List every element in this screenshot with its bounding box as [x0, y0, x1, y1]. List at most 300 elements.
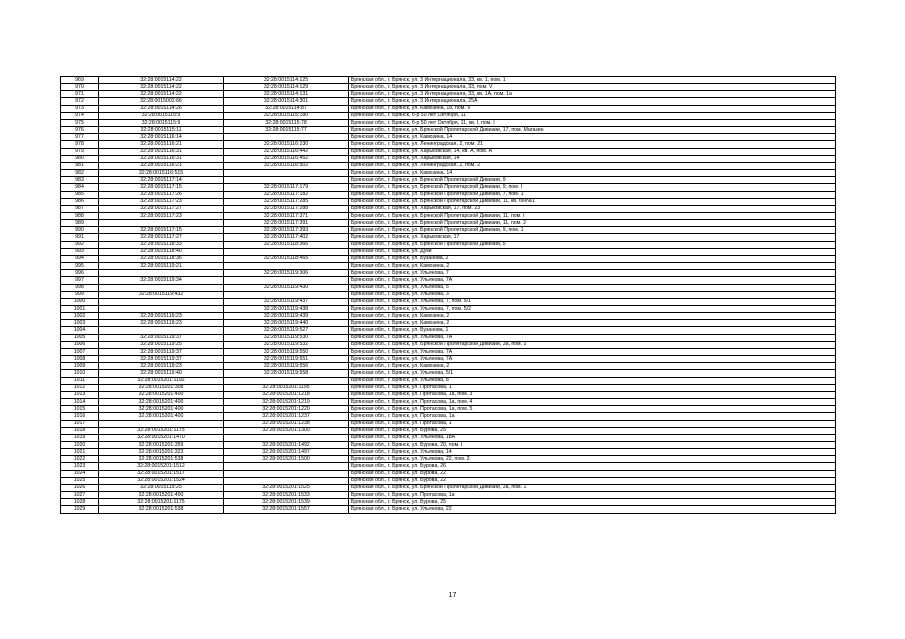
table-row — [61, 506, 836, 513]
table-row — [61, 277, 836, 284]
object-number: 32:28:0015119:430 — [224, 284, 349, 291]
table-row — [61, 241, 836, 248]
row-number: 972 — [61, 98, 99, 105]
row-number: 981 — [61, 162, 99, 169]
land-parcel-number: 32:28:0015119:432 — [99, 291, 224, 298]
address-cell: Брянская обл., г. Брянск, ул. Бурова, 20, пом. I — [349, 441, 836, 448]
land-parcel-number: 32:28:0015119:21 — [99, 263, 224, 270]
address-cell: Брянская обл., г. Брянск, ул. Протасова, 1а, пом. 3 — [349, 391, 836, 398]
row-number: 985 — [61, 191, 99, 198]
land-parcel-number: 32:28:0015201:1524 — [99, 477, 224, 484]
object-number: 32:28:0015119:558 — [224, 370, 349, 377]
land-parcel-number: 32:28:0015201:538 — [99, 456, 224, 463]
row-number: 996 — [61, 270, 99, 277]
row-number: 1005 — [61, 334, 99, 341]
table-row — [61, 406, 836, 413]
table-row — [61, 162, 836, 169]
address-cell: Брянская обл., г. Брянск, ул. Камозина, 2 — [349, 320, 836, 327]
address-cell: Брянская обл., г. Брянск, б-р 50 лет Октября, 11, кв. I, пом. I — [349, 119, 836, 126]
address-cell: Брянская обл., г. Брянск, ул. Ульянова, 22, пом. 3 — [349, 456, 836, 463]
land-parcel-number: 32:28:0015116:21 — [99, 141, 224, 148]
object-number: 32:28:0015119:551 — [224, 356, 349, 363]
object-number: 32:28:0015201:1195 — [224, 384, 349, 391]
page-number: 17 — [448, 592, 457, 599]
table-row — [61, 91, 836, 98]
land-parcel-number: 32:28:0015201:1175 — [99, 499, 224, 506]
row-number: 1008 — [61, 356, 99, 363]
row-number: 990 — [61, 227, 99, 234]
object-number: 32:28:0015116:502 — [224, 162, 349, 169]
object-number: 32:28:0015114:125 — [224, 77, 349, 84]
address-cell: Брянская обл., г. Брянск, ул. 3 Интернационала, 33, кв. 1А, пом. 1а — [349, 91, 836, 98]
object-number: 32:28:0015117:391 — [224, 220, 349, 227]
row-number: 1000 — [61, 298, 99, 305]
object-number — [224, 291, 349, 298]
table-row — [61, 170, 836, 177]
address-cell: Брянская обл., г. Брянск, ул. Камозина, 2 — [349, 263, 836, 270]
address-cell: Брянская обл., г. Брянск, ул. Ульянова, 18А — [349, 434, 836, 441]
address-cell: Брянская обл., г. Брянск, ул. Ульянова, 7 — [349, 270, 836, 277]
address-cell: Брянская обл., г. Брянск, ул. Ленинградская, 2, пом. 21 — [349, 141, 836, 148]
land-parcel-number: 32:28:0015002:66 — [99, 98, 224, 105]
land-parcel-number: 32:28:0015201:323 — [99, 449, 224, 456]
land-parcel-number: 32:28:0015114:26 — [99, 105, 224, 112]
table-row — [61, 427, 836, 434]
object-number: 32:28:0015116:230 — [224, 141, 349, 148]
row-number: 969 — [61, 77, 99, 84]
land-parcel-number: 32:28:0015116:31 — [99, 148, 224, 155]
table-row — [61, 456, 836, 463]
address-cell: Брянская обл., г. Брянск, ул. Ульянова, 14 — [349, 449, 836, 456]
address-cell: Брянская обл., г. Брянск, ул. Брянской Пролетарской Дивизии, 7, пом. 1 — [349, 191, 836, 198]
land-parcel-number: 32:28:0015116:31 — [99, 155, 224, 162]
land-parcel-number: 32:28:0015117:26 — [99, 191, 224, 198]
object-number: 32:28:0015119:437 — [224, 298, 349, 305]
object-number: 32:28:0015201:1492 — [224, 441, 349, 448]
table-row — [61, 320, 836, 327]
row-number: 975 — [61, 119, 99, 126]
row-number: 1009 — [61, 363, 99, 370]
row-number: 987 — [61, 205, 99, 212]
address-cell: Брянская обл., г. Брянск, ул. Дуки — [349, 248, 836, 255]
row-number: 973 — [61, 105, 99, 112]
table-row — [61, 327, 836, 334]
address-cell: Брянская обл., г. Брянск, ул. Ульянова, 3 — [349, 291, 836, 298]
row-number: 977 — [61, 134, 99, 141]
land-parcel-number: 32:28:0015118:40 — [99, 248, 224, 255]
object-number: 32:28:0015201:1220 — [224, 406, 349, 413]
row-number: 971 — [61, 91, 99, 98]
table-row — [61, 377, 836, 384]
table-row — [61, 205, 836, 212]
land-parcel-number: 32:28:0015119:25 — [99, 484, 224, 491]
land-parcel-number: 32:28:0015201:1470 — [99, 434, 224, 441]
object-number — [224, 477, 349, 484]
table-row — [61, 198, 836, 205]
table-row — [61, 413, 836, 420]
row-number: 1015 — [61, 406, 99, 413]
object-number: 32:28:0015201:1525 — [224, 484, 349, 491]
land-parcel-number: 32:28:0015201:1175 — [99, 427, 224, 434]
table-row — [61, 155, 836, 162]
address-cell: Брянская обл., г. Брянск, ул. Протасова, 1а — [349, 413, 836, 420]
table-row — [61, 220, 836, 227]
land-parcel-number: 32:28:0015116:14 — [99, 134, 224, 141]
table-row — [61, 227, 836, 234]
address-cell: Брянская обл., г. Брянск, ул. Бурова, 25 — [349, 427, 836, 434]
table-row — [61, 348, 836, 355]
row-number: 986 — [61, 198, 99, 205]
row-number: 1001 — [61, 306, 99, 313]
row-number: 1023 — [61, 463, 99, 470]
table-row — [61, 263, 836, 270]
table-row — [61, 141, 836, 148]
object-number: 32:28:0015117:288 — [224, 205, 349, 212]
address-cell: Брянская обл., г. Брянск, ул. Ульянова, 7А — [349, 348, 836, 355]
object-number: 32:28:0015119:440 — [224, 320, 349, 327]
object-number: 32:28:0015117:371 — [224, 212, 349, 219]
land-parcel-number: 32:28:0015201:400 — [99, 399, 224, 406]
table-row — [61, 184, 836, 191]
object-number: 32:28:0015118:465 — [224, 255, 349, 262]
land-parcel-number: 32:28:0015117:27 — [99, 234, 224, 241]
table-row — [61, 484, 836, 491]
table-row — [61, 212, 836, 219]
row-number: 1004 — [61, 327, 99, 334]
address-cell: Брянская обл., г. Брянск, ул. Брянской Пролетарской Дивизии, 17, пом. Магазин — [349, 127, 836, 134]
address-cell: Брянская обл., г. Брянск, ул. Бузанова, 2 — [349, 255, 836, 262]
address-cell: Брянская обл., г. Брянск, ул. Ульянова, 22 — [349, 506, 836, 513]
table-row — [61, 492, 836, 499]
row-number: 983 — [61, 177, 99, 184]
land-parcel-number — [99, 420, 224, 427]
land-parcel-number: 32:28:0015116:21 — [99, 162, 224, 169]
row-number: 984 — [61, 184, 99, 191]
object-number: 32:28:0015119:306 — [224, 270, 349, 277]
land-parcel-number: 32:28:0015115:9 — [99, 112, 224, 119]
table-row — [61, 148, 836, 155]
row-number: 1024 — [61, 470, 99, 477]
land-parcel-number: 32:28:0015117:23 — [99, 212, 224, 219]
table-row — [61, 112, 836, 119]
object-number: 32:28:0015201:1218 — [224, 391, 349, 398]
object-number: 32:28:0015119:527 — [224, 327, 349, 334]
address-cell: Брянская обл., г. Брянск, ул. Протасова, 1 — [349, 384, 836, 391]
table-row — [61, 420, 836, 427]
address-cell: Брянская обл., г. Брянск, ул. Бузанова, 1 — [349, 327, 836, 334]
address-cell: Брянская обл., г. Брянск, ул. Ульянова, 7А — [349, 356, 836, 363]
table-row — [61, 449, 836, 456]
address-cell: Брянская обл., г. Брянск, ул. Ульянова, 7А — [349, 277, 836, 284]
address-cell: Брянская обл., г. Брянск, ул. Брянской Пролетарской Дивизии, 9 — [349, 177, 836, 184]
object-number: 32:28:0015201:1497 — [224, 449, 349, 456]
table-row — [61, 84, 836, 91]
land-parcel-number: 32:28:0015118:33 — [99, 241, 224, 248]
land-parcel-number: 32:28:0015115:11 — [99, 127, 224, 134]
address-cell: Брянская обл., г. Брянск, ул. Харьковская, 17 — [349, 234, 836, 241]
row-number: 1012 — [61, 384, 99, 391]
land-parcel-number: 32:28:0015117:27 — [99, 205, 224, 212]
land-parcel-number: 32:28:0015117:14 — [99, 177, 224, 184]
row-number: 1028 — [61, 499, 99, 506]
object-number: 32:28:0015201:1238 — [224, 420, 349, 427]
row-number: 982 — [61, 170, 99, 177]
row-number: 1027 — [61, 492, 99, 499]
land-parcel-number: 32:28:0015201:400 — [99, 406, 224, 413]
row-number: 1026 — [61, 484, 99, 491]
row-number: 997 — [61, 277, 99, 284]
row-number: 995 — [61, 263, 99, 270]
land-parcel-number: 32:28:0015118:36 — [99, 255, 224, 262]
table-row — [61, 399, 836, 406]
land-parcel-number: 32:28:0015201:1192 — [99, 377, 224, 384]
object-number: 32:28:0015201:1557 — [224, 506, 349, 513]
address-cell: Брянская обл., г. Брянск, ул. Ульянова, 7, пом. 5/2 — [349, 306, 836, 313]
object-number: 32:28:0015114:87 — [224, 105, 349, 112]
table-row — [61, 284, 836, 291]
table-row — [61, 499, 836, 506]
object-number — [224, 263, 349, 270]
object-number: 32:28:0015119:556 — [224, 363, 349, 370]
address-cell: Брянская обл., г. Брянск, ул. Брянской Пролетарской Дивизии, 11, кв. б/н№1 — [349, 198, 836, 205]
object-number: 32:28:0015115:180 — [224, 112, 349, 119]
cadastral-table — [60, 76, 836, 514]
table-row — [61, 463, 836, 470]
object-number: 32:28:0015114:131 — [224, 91, 349, 98]
object-number: 32:28:0015114:301 — [224, 98, 349, 105]
address-cell: Брянская обл., г. Брянск, ул. Ульянова, 5/1 — [349, 370, 836, 377]
land-parcel-number: 32:28:0015119:23 — [99, 363, 224, 370]
address-cell: Брянская обл., г. Брянск, ул. 3 Интернационала, 33, кв. 1, пом. 1 — [349, 77, 836, 84]
row-number: 999 — [61, 291, 99, 298]
object-number: 32:28:0015114:129 — [224, 84, 349, 91]
row-number: 1013 — [61, 391, 99, 398]
object-number — [224, 377, 349, 384]
address-cell: Брянская обл., г. Брянск, ул. 3 Интернационала, 33, пом. V — [349, 84, 836, 91]
address-cell: Брянская обл., г. Брянск, ул. Брянской Пролетарской Дивизии, 3а, пом. 1 — [349, 484, 836, 491]
row-number: 1016 — [61, 413, 99, 420]
address-cell: Брянская обл., г. Брянск, ул. Харьковская, 14 — [349, 155, 836, 162]
land-parcel-number: 32:28:0015115:9 — [99, 119, 224, 126]
object-number: 32:28:0015201:1500 — [224, 456, 349, 463]
row-number: 1025 — [61, 477, 99, 484]
address-cell: Брянская обл., г. Брянск, ул. Протасова, 1а, пом. 4 — [349, 399, 836, 406]
object-number: 32:28:0015116:452 — [224, 155, 349, 162]
object-number — [224, 134, 349, 141]
land-parcel-number: 32:28:0015201:400 — [99, 492, 224, 499]
table-row — [61, 363, 836, 370]
object-number: 32:28:0015117:179 — [224, 184, 349, 191]
table-row — [61, 105, 836, 112]
land-parcel-number — [99, 220, 224, 227]
land-parcel-number — [99, 270, 224, 277]
address-cell: Брянская обл., г. Брянск, ул. Брянской Пролетарской Дивизии, 11, пом. I — [349, 212, 836, 219]
row-number: 988 — [61, 212, 99, 219]
table-row — [61, 313, 836, 320]
row-number: 992 — [61, 241, 99, 248]
table-row — [61, 434, 836, 441]
land-parcel-number: 32:28:0015119:37 — [99, 348, 224, 355]
land-parcel-number: 32:28:0015119:23 — [99, 313, 224, 320]
land-parcel-number — [99, 327, 224, 334]
land-parcel-number: 32:28:0015201:1517 — [99, 470, 224, 477]
table-row — [61, 255, 836, 262]
land-parcel-number: 32:28:0015117:15 — [99, 184, 224, 191]
address-cell: Брянская обл., г. Брянск, ул. Брянской Пролетарской Дивизии, 3а, пом. 2 — [349, 341, 836, 348]
land-parcel-number: 32:28:0015114:22 — [99, 77, 224, 84]
row-number: 1022 — [61, 456, 99, 463]
address-cell: Брянская обл., г. Брянск, ул. Брянской Пролетарской Дивизии, 11, пом. 2 — [349, 220, 836, 227]
object-number: 32:28:0015118:366 — [224, 241, 349, 248]
table-row — [61, 391, 836, 398]
row-number: 976 — [61, 127, 99, 134]
address-cell: Брянская обл., г. Брянск, ул. Камозина, 18, пом. V — [349, 105, 836, 112]
land-parcel-number — [99, 298, 224, 305]
object-number: 32:28:0015201:1533 — [224, 492, 349, 499]
address-cell: Брянская обл., г. Брянск, ул. Камозина, 2 — [349, 363, 836, 370]
address-cell: Брянская обл., г. Брянск, ул. Харьковская, 14, кв. А, пом. А — [349, 148, 836, 155]
land-parcel-number: 32:28:0015119:40 — [99, 370, 224, 377]
object-number — [224, 463, 349, 470]
table-body — [61, 77, 836, 514]
object-number: 32:28:0015117:182 — [224, 191, 349, 198]
address-cell: Брянская обл., г. Брянск, ул. Харьковская, 17, пом. 23 — [349, 205, 836, 212]
table-row — [61, 341, 836, 348]
address-cell: Брянская обл., г. Брянск, ул. Бурова, 22 — [349, 477, 836, 484]
object-number — [224, 470, 349, 477]
address-cell: Брянская обл., г. Брянск, ул. Бурова, 22 — [349, 470, 836, 477]
row-number: 998 — [61, 284, 99, 291]
address-cell: Брянская обл., г. Брянск, ул. Протасова, 1а — [349, 492, 836, 499]
table-row — [61, 127, 836, 134]
row-number: 1029 — [61, 506, 99, 513]
land-parcel-number: 32:28:0015201:400 — [99, 391, 224, 398]
row-number: 1002 — [61, 313, 99, 320]
table-row — [61, 119, 836, 126]
row-number: 979 — [61, 148, 99, 155]
object-number — [224, 277, 349, 284]
address-cell: Брянская обл., г. Брянск, ул. Ульянова, 7, пом. 5/1 — [349, 298, 836, 305]
land-parcel-number: 32:28:0015201:400 — [99, 413, 224, 420]
row-number: 1007 — [61, 348, 99, 355]
row-number: 994 — [61, 255, 99, 262]
object-number — [224, 170, 349, 177]
table-row — [61, 298, 836, 305]
table-row — [61, 177, 836, 184]
address-cell: Брянская обл., г. Брянск, б-р 50 лет Октября, 11 — [349, 112, 836, 119]
address-cell: Брянская обл., г. Брянск, ул. 3 Интернационала, 25А — [349, 98, 836, 105]
object-number: 32:28:0015115:78 — [224, 119, 349, 126]
address-cell: Брянская обл., г. Брянск, ул. Камозина, 2 — [349, 313, 836, 320]
row-number: 1019 — [61, 434, 99, 441]
object-number: 32:28:0015117:402 — [224, 234, 349, 241]
row-number: 980 — [61, 155, 99, 162]
land-parcel-number: 32:28:0015114:22 — [99, 91, 224, 98]
table-row — [61, 370, 836, 377]
table-row — [61, 234, 836, 241]
land-parcel-number: 32:28:0015119:34 — [99, 277, 224, 284]
land-parcel-number: 32:28:0015119:37 — [99, 334, 224, 341]
object-number: 32:28:0015117:393 — [224, 227, 349, 234]
object-number — [224, 177, 349, 184]
table-row — [61, 77, 836, 84]
object-number: 32:28:0015119:530 — [224, 334, 349, 341]
address-cell: Брянская обл., г. Брянск, ул. Брянской Пролетарской Дивизии, 9, пом. I — [349, 184, 836, 191]
address-cell: Брянская обл., г. Брянск, ул. Протасова, 1 — [349, 420, 836, 427]
table-row — [61, 270, 836, 277]
row-number: 1014 — [61, 399, 99, 406]
object-number: 32:28:0015201:1237 — [224, 413, 349, 420]
address-cell: Брянская обл., г. Брянск, ул. Ленинградская, 2, пом. 2 — [349, 162, 836, 169]
land-parcel-number — [99, 306, 224, 313]
land-parcel-number: 32:28:0015116:515 — [99, 170, 224, 177]
land-parcel-number: 32:28:0015119:23 — [99, 320, 224, 327]
row-number: 993 — [61, 248, 99, 255]
object-number: 32:28:0015201:1539 — [224, 499, 349, 506]
land-parcel-number: 32:28:0015114:22 — [99, 84, 224, 91]
land-parcel-number: 32:28:0015201:308 — [99, 384, 224, 391]
address-cell: Брянская обл., г. Брянск, ул. Брянской Пролетарской Дивизии, 5 — [349, 241, 836, 248]
row-number: 1010 — [61, 370, 99, 377]
row-number: 1018 — [61, 427, 99, 434]
table-row — [61, 191, 836, 198]
table-row — [61, 470, 836, 477]
object-number — [224, 248, 349, 255]
address-cell: Брянская обл., г. Брянск, ул. Брянской Пролетарской Дивизии, 9, пом. 1 — [349, 227, 836, 234]
land-parcel-number: 32:28:0015117:23 — [99, 198, 224, 205]
table-row — [61, 384, 836, 391]
object-number: 32:28:0015115:77 — [224, 127, 349, 134]
row-number: 1017 — [61, 420, 99, 427]
object-number: 32:28:0015116:442 — [224, 148, 349, 155]
land-parcel-number: 32:28:0015201:1512 — [99, 463, 224, 470]
land-parcel-number: 32:28:0015119:25 — [99, 341, 224, 348]
table-row — [61, 291, 836, 298]
table-row — [61, 98, 836, 105]
table-row — [61, 134, 836, 141]
table-row — [61, 477, 836, 484]
row-number: 974 — [61, 112, 99, 119]
row-number: 1020 — [61, 441, 99, 448]
land-parcel-number: 32:28:0015117:15 — [99, 227, 224, 234]
address-cell: Брянская обл., г. Брянск, ул. Ульянова, 8 — [349, 377, 836, 384]
address-cell: Брянская обл., г. Брянск, ул. Ульянова, 7А — [349, 334, 836, 341]
object-number: 32:28:0015201:1219 — [224, 399, 349, 406]
table-row — [61, 334, 836, 341]
row-number: 1006 — [61, 341, 99, 348]
address-cell: Брянская обл., г. Брянск, ул. Бурова, 25 — [349, 499, 836, 506]
row-number: 970 — [61, 84, 99, 91]
land-parcel-number: 32:28:0015201:538 — [99, 506, 224, 513]
address-cell: Брянская обл., г. Брянск, ул. Ульянова, 5 — [349, 284, 836, 291]
object-number: 32:28:0015119:532 — [224, 341, 349, 348]
object-number: 32:28:0015117:285 — [224, 198, 349, 205]
table-row — [61, 356, 836, 363]
address-cell: Брянская обл., г. Брянск, ул. Протасова, 1а, пом. 5 — [349, 406, 836, 413]
object-number: 32:28:0015119:439 — [224, 313, 349, 320]
address-cell: Брянская обл., г. Брянск, ул. Камозина, 14 — [349, 170, 836, 177]
object-number — [224, 434, 349, 441]
row-number: 989 — [61, 220, 99, 227]
row-number: 1021 — [61, 449, 99, 456]
address-cell: Брянская обл., г. Брянск, ул. Бурова, 26 — [349, 463, 836, 470]
land-parcel-number — [99, 284, 224, 291]
row-number: 1011 — [61, 377, 99, 384]
object-number: 32:28:0015119:550 — [224, 348, 349, 355]
row-number: 978 — [61, 141, 99, 148]
table-row — [61, 441, 836, 448]
object-number: 32:28:0015119:438 — [224, 306, 349, 313]
